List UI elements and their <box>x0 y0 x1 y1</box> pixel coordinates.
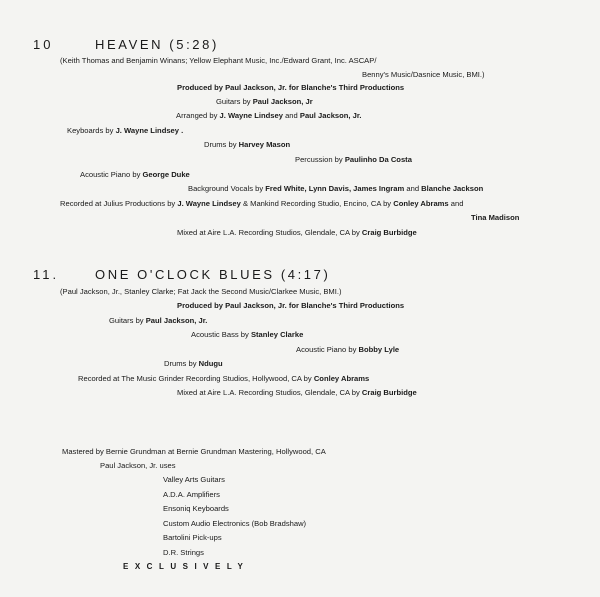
credit-name: Ndugu <box>198 359 223 368</box>
credit-label: Drums by <box>204 140 237 149</box>
endorsement-item: Custom Audio Electronics (Bob Bradshaw) <box>163 519 307 528</box>
track-10-publishing-line1: (Keith Thomas and Benjamin Winans; Yellow Elephant Music, Inc./Edward Grant, Inc. ASCAP/ <box>60 56 377 65</box>
credit-name: Paul Jackson, Jr. <box>299 111 362 120</box>
credit-name: Paul Jackson, Jr. <box>145 316 208 325</box>
credit-name: Bobby Lyle <box>358 345 400 354</box>
credit-label: Mixed at Aire L.A. Recording Studios, Glendale, CA by <box>177 388 360 397</box>
credit-name: J. Wayne Lindsey . <box>115 126 184 135</box>
credit-name: J. Wayne Lindsey <box>177 199 241 208</box>
credit-name: George Duke <box>142 170 190 179</box>
credit-name: J. Wayne Lindsey <box>219 111 283 120</box>
credit-label: Guitars by <box>216 97 251 106</box>
track-10-recorded-line2: Tina Madison <box>471 213 520 222</box>
credit-conjunction: and <box>406 184 420 193</box>
credit-name: Conley Abrams <box>313 374 370 383</box>
track-11-produced: Produced by Paul Jackson, Jr. for Blanche's Third Productions <box>177 301 405 310</box>
credit-name: Craig Burbidge <box>361 228 417 237</box>
credit-name: Fred White, Lynn Davis, James Ingram <box>265 184 405 193</box>
track-10-heading <box>33 37 219 53</box>
credit-conjunction: and <box>450 199 464 208</box>
credit-conjunction: and <box>285 111 298 120</box>
endorsement-item: Valley Arts Guitars <box>163 475 225 484</box>
uses-intro: Paul Jackson, Jr. uses <box>100 461 176 470</box>
credit-label: Guitars by <box>109 316 144 325</box>
credit-name: Paulinho Da Costa <box>344 155 412 164</box>
credit-name: Craig Burbidge <box>361 388 417 397</box>
track-11-drums <box>164 359 223 369</box>
credit-label: Acoustic Piano by <box>80 170 141 179</box>
track-10-recorded <box>60 199 463 209</box>
track-number: 11. <box>33 267 60 282</box>
credit-label: Acoustic Piano by <box>296 345 357 354</box>
track-number: 10 <box>33 37 54 52</box>
track-10-drums <box>204 140 290 150</box>
credit-label: Drums by <box>164 359 197 368</box>
track-10-mixed <box>177 228 417 238</box>
track-11-mixed <box>177 388 417 398</box>
track-11-piano <box>296 345 399 355</box>
credit-name: Stanley Clarke <box>250 330 304 339</box>
credit-name: Harvey Mason <box>238 140 291 149</box>
credit-label: Recorded at Julius Productions by <box>60 199 176 208</box>
credit-label: Background Vocals by <box>188 184 264 193</box>
track-10-guitars <box>216 97 313 107</box>
credit-label: Recorded at The Music Grinder Recording Studios, Hollywood, CA by <box>78 374 312 383</box>
track-10-keyboards <box>67 126 183 136</box>
track-11-bass <box>191 330 303 340</box>
exclusively-label: EXCLUSIVELY <box>123 562 250 571</box>
endorsement-item: Ensoniq Keyboards <box>163 504 229 513</box>
credit-label: Percussion by <box>295 155 343 164</box>
credit-name: Conley Abrams <box>393 199 449 208</box>
track-title: HEAVEN (5:28) <box>95 37 219 52</box>
track-11-recorded <box>78 374 369 384</box>
track-11-heading <box>33 267 330 283</box>
track-10-arranged <box>176 111 362 121</box>
credit-label: Arranged by <box>176 111 218 120</box>
track-title: ONE O'CLOCK BLUES (4:17) <box>95 267 331 282</box>
track-10-publishing-line2: Benny's Music/Dasnice Music, BMI.) <box>362 70 485 79</box>
track-10-background-vocals <box>188 184 483 194</box>
endorsement-item: A.D.A. Amplifiers <box>163 490 220 499</box>
credit-label: Mixed at Aire L.A. Recording Studios, Glendale, CA by <box>177 228 360 237</box>
track-11-guitars <box>109 316 207 326</box>
track-10-produced: Produced by Paul Jackson, Jr. for Blanche's Third Productions <box>177 83 405 92</box>
endorsement-item: D.R. Strings <box>163 548 204 557</box>
credit-label: & Mankind Recording Studio, Encino, CA by <box>242 199 392 208</box>
track-11-publishing: (Paul Jackson, Jr., Stanley Clarke; Fat Jack the Second Music/Clarkee Music, BMI.) <box>60 287 342 296</box>
credit-name: Paul Jackson, Jr <box>252 97 313 106</box>
credit-label: Acoustic Bass by <box>191 330 249 339</box>
mastering-credit: Mastered by Bernie Grundman at Bernie Grundman Mastering, Hollywood, CA <box>62 447 326 456</box>
track-10-percussion <box>295 155 412 165</box>
credit-name: Blanche Jackson <box>421 184 484 193</box>
credit-label: Keyboards by <box>67 126 114 135</box>
endorsement-item: Bartolini Pick-ups <box>163 533 222 542</box>
track-10-piano <box>80 170 190 180</box>
